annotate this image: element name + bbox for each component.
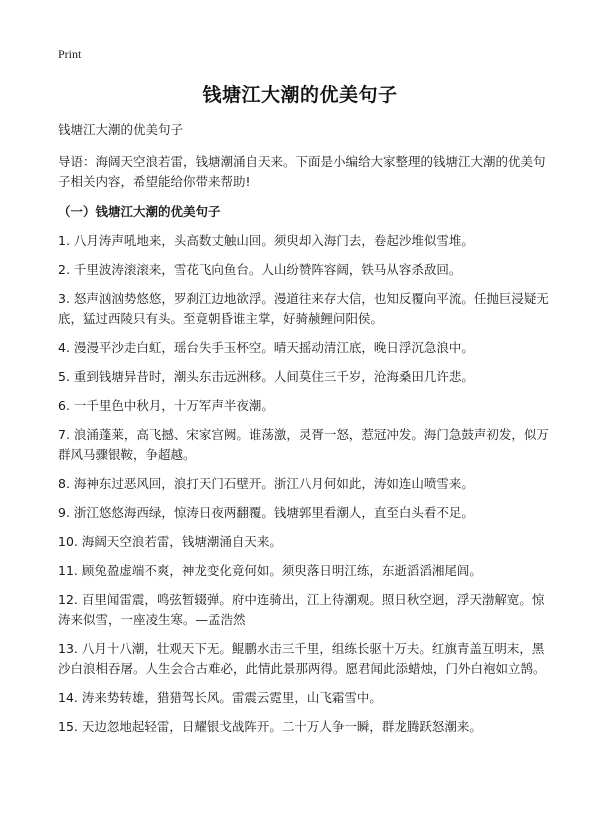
list-item [58, 260, 550, 280]
item-text: 涛来势转雄，猎猎驾长风。雷震云霓里，山飞霜雪中。 [81, 690, 382, 705]
print-link[interactable]: Print [58, 47, 82, 61]
item-number: 2. [58, 262, 70, 277]
item-text: 八月十八潮，壮观天下无。鲲鹏水击三千里，组练长驱十万夫。红旗青盖互明末，黑沙白浪相吞屠。人生会合古难必，此情此景那两得。愿君闻此添蜡烛，门外白袍如立鹄。 [58, 641, 546, 676]
item-text: 顾兔盈虚端不爽，神龙变化竟何如。须臾落日明江练，东逝滔滔湘尾闾。 [81, 563, 482, 578]
item-text: 海阔天空浪若雷，钱塘潮涌自天来。 [81, 534, 282, 549]
list-item [58, 231, 550, 251]
item-number: 13. [58, 641, 78, 656]
list-item [58, 474, 550, 494]
list-item [58, 396, 550, 416]
list-item [58, 367, 550, 387]
list-item [58, 338, 550, 358]
list-item [58, 289, 550, 329]
intro-paragraph: 导语：海阔天空浪若雷，钱塘潮涌自天来。下面是小编给大家整理的钱塘江大潮的优美句子相关内容，希望能给你带来帮助! [58, 154, 546, 189]
page-title: 钱塘江大潮的优美句子 [202, 84, 398, 106]
item-text: 重到钱塘异昔时，潮头东击远洲移。人间莫住三千岁，沧海桑田几许悲。 [73, 369, 474, 384]
item-number: 7. [58, 427, 70, 442]
item-text: 千里波涛滚滚来，雪花飞向鱼台。人山纷赞阵容阔，铁马从容杀敌回。 [73, 262, 462, 277]
item-number: 6. [58, 398, 70, 413]
item-number: 14. [58, 690, 78, 705]
item-text: 天边忽地起轻雷，日耀银戈战阵开。二十万人争一瞬，群龙腾跃怒潮来。 [81, 719, 482, 734]
item-text: 一千里色中秋月，十万军声半夜潮。 [73, 398, 274, 413]
list-item [58, 639, 550, 679]
list-item [58, 425, 550, 465]
item-number: 4. [58, 340, 70, 355]
list-item [58, 561, 550, 581]
document-subtitle: 钱塘江大潮的优美句子 [58, 122, 184, 137]
item-number: 3. [58, 291, 70, 306]
item-number: 10. [58, 534, 78, 549]
item-number: 1. [58, 233, 70, 248]
list-item [58, 532, 550, 552]
item-number: 12. [58, 592, 78, 607]
item-number: 9. [58, 505, 70, 520]
item-text: 怒声汹汹势悠悠，罗刹江边地欲浮。漫道往来存大信，也知反覆向平流。任抛巨浸疑无底，猛过西陵只有头。至竟朝昏谁主掌，好骑赪鲤问阳侯。 [58, 291, 549, 326]
item-number: 11. [58, 563, 78, 578]
item-number: 5. [58, 369, 70, 384]
item-text: 八月涛声吼地来，头高数丈触山回。须臾却入海门去，卷起沙堆似雪堆。 [73, 233, 474, 248]
list-item [58, 503, 550, 523]
item-text: 浪涌蓬莱，高飞撼、宋家宫阙。谁荡激，灵胥一怒，惹冠冲发。海门急鼓声初发，似万群风马骤银鞍，争超越。 [58, 427, 549, 462]
section-heading: （一）钱塘江大潮的优美句子 [58, 204, 221, 219]
list-item [58, 590, 550, 630]
item-number: 15. [58, 719, 78, 734]
item-text: 浙江悠悠海西绿，惊涛日夜两翻覆。钱塘郭里看潮人，直至白头看不足。 [73, 505, 474, 520]
item-text: 海神东过恶风回，浪打天门石壁开。浙江八月何如此，涛如连山喷雪来。 [73, 476, 474, 491]
item-text: 漫漫平沙走白虹，瑶台失手玉杯空。晴天摇动清江底，晚日浮沉急浪中。 [73, 340, 474, 355]
list-item [58, 717, 550, 737]
item-number: 8. [58, 476, 70, 491]
item-text: 百里闻雷震，鸣弦暂辍弹。府中连骑出，江上待潮观。照日秋空迥，浮天渤解宽。惊涛来似雪，一座凌生寒。—孟浩然 [58, 592, 545, 627]
list-item [58, 688, 550, 708]
document-body [58, 120, 550, 746]
sentence-list [58, 231, 550, 737]
